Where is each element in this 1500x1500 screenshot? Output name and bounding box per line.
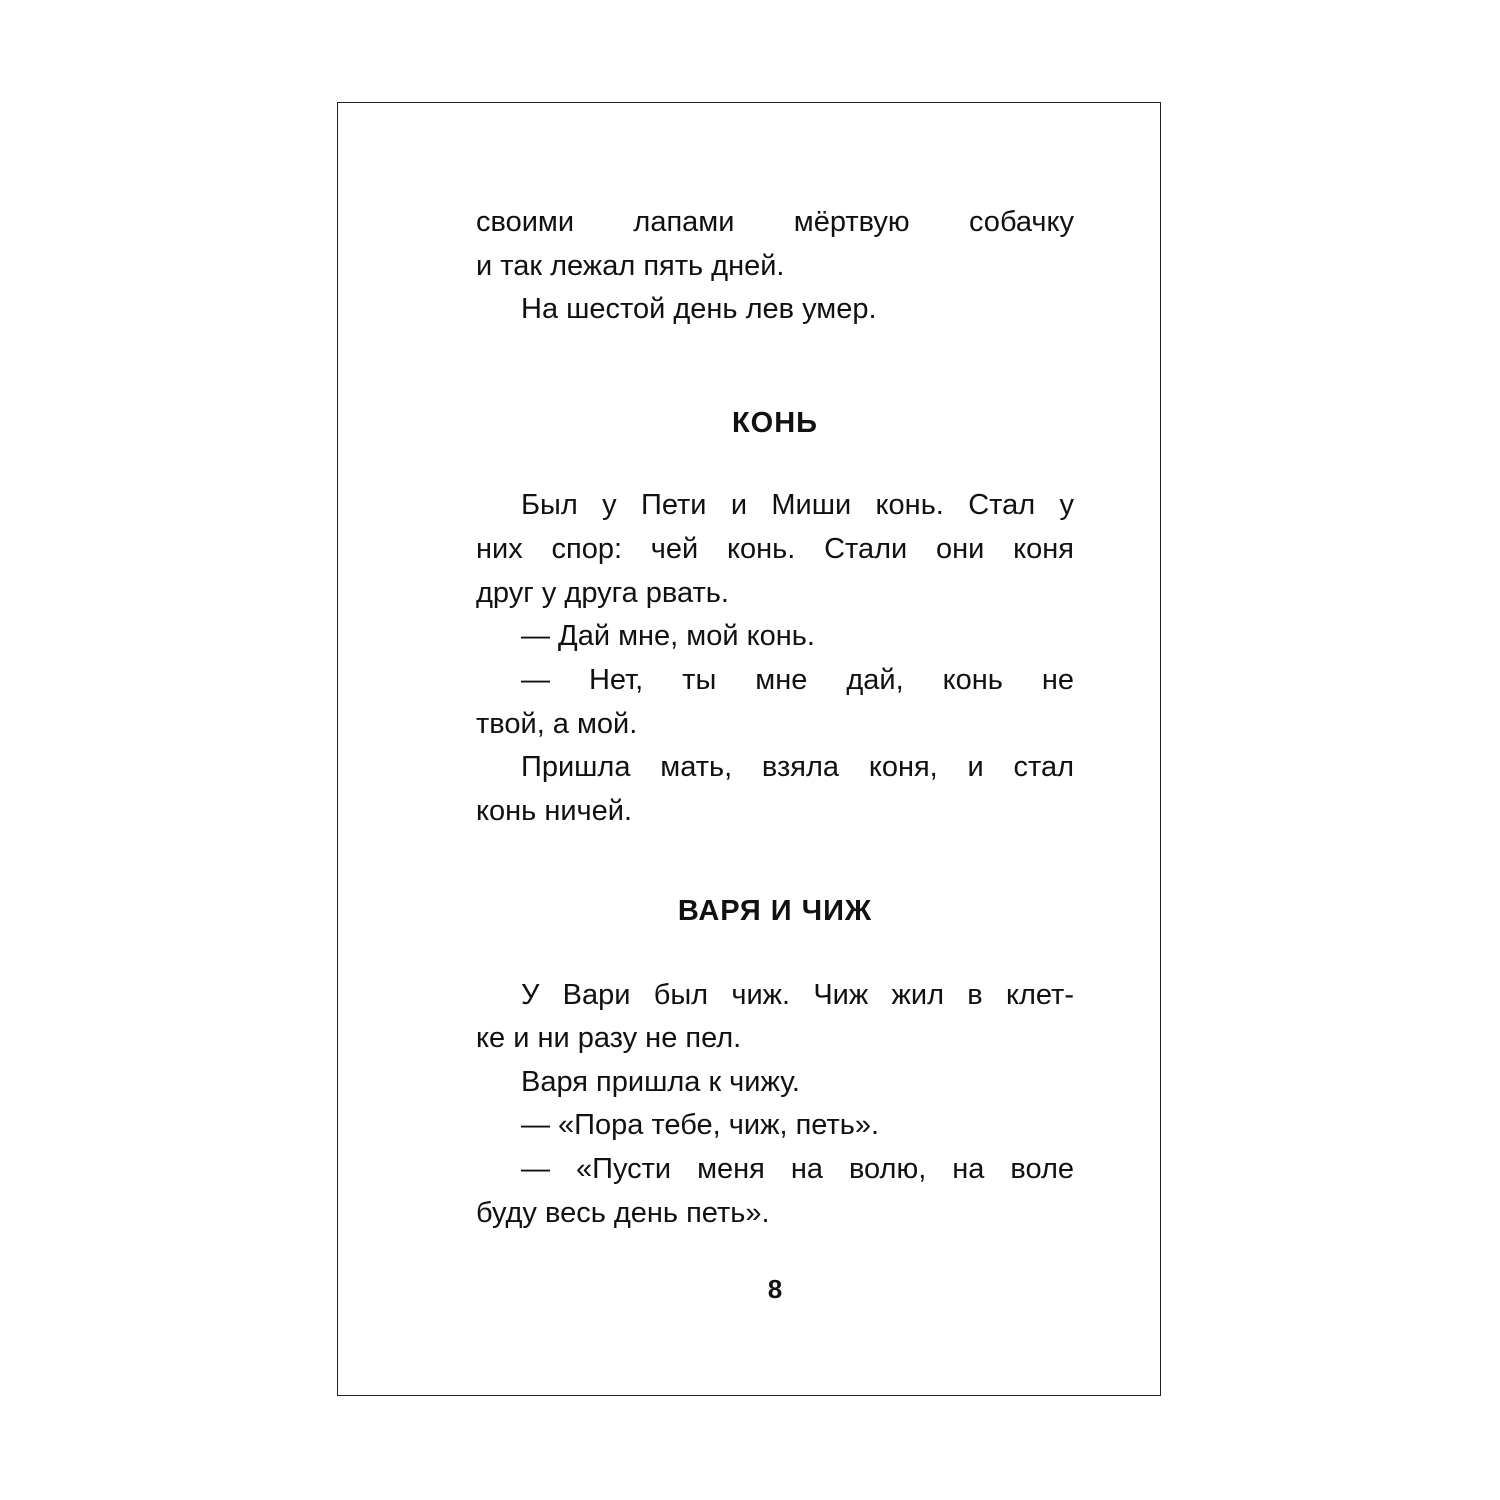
text-line: ке и ни разу не пел. — [476, 1022, 742, 1054]
text-line: — «Пусти меня на волю, на воле — [521, 1153, 1074, 1185]
text-line: Был у Пети и Миши конь. Стал у — [521, 489, 1074, 521]
text-line: них спор: чей конь. Стали они коня — [476, 533, 1074, 565]
text-line: — Дай мне, мой конь. — [521, 620, 815, 652]
text-line: своими лапами мёртвую собачку — [476, 206, 1074, 238]
text-line: — «Пора тебе, чиж, петь». — [521, 1109, 880, 1141]
text-line: Пришла мать, взяла коня, и стал — [521, 751, 1074, 783]
text-line: Варя пришла к чижу. — [521, 1066, 800, 1098]
text-line: — Нет, ты мне дай, конь не — [521, 664, 1074, 696]
story-title: КОНЬ — [731, 407, 819, 439]
text-line: На шестой день лев умер. — [521, 293, 877, 325]
text-line: твой, а мой. — [476, 708, 638, 740]
book-page — [337, 102, 1161, 1396]
text-line: буду весь день петь». — [476, 1197, 770, 1229]
story-title: ВАРЯ И ЧИЖ — [677, 895, 873, 927]
text-line: У Вари был чиж. Чиж жил в клет- — [521, 979, 1074, 1011]
page-text — [476, 103, 1074, 1397]
text-line: и так лежал пять дней. — [476, 250, 785, 282]
page-number: 8 — [767, 1274, 783, 1304]
text-line: конь ничей. — [476, 795, 633, 827]
text-line: друг у друга рвать. — [476, 577, 729, 609]
